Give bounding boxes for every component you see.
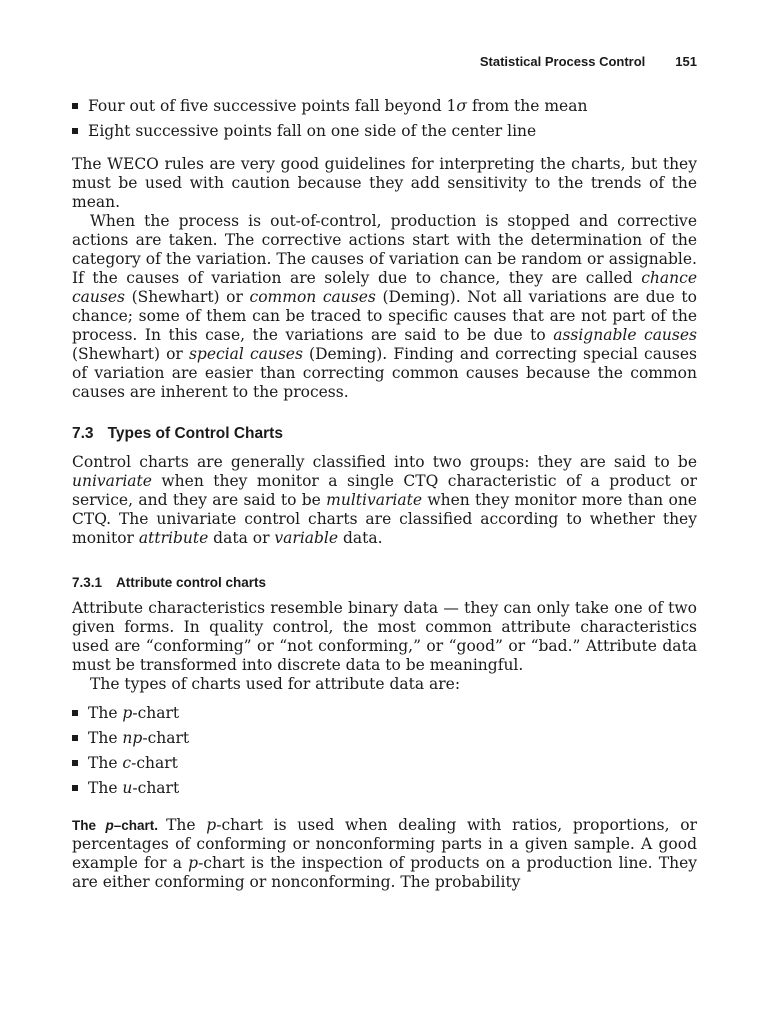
- sigma-symbol: σ: [456, 97, 468, 115]
- list-item: The u-chart: [72, 779, 697, 804]
- subsection-heading: 7.3.1 Attribute control charts: [72, 575, 267, 590]
- paragraph-weco: The WECO rules are very good guidelines for interpreting the charts, but they must be used with caution because they add sensitivity to the trends of the mean.: [72, 155, 697, 211]
- list-item: The np-chart: [72, 729, 697, 754]
- paragraph-attribute: Attribute characteristics resemble binary data — they can only take one of two given forms. In quality control, the most common attribute characteristics used are “conforming” or “not conforming,” or “good” or “bad.” Attribute data must be transformed into discrete data to be meaningful.: [72, 599, 697, 674]
- attribute-chart-list: [72, 704, 697, 804]
- list-item: Four out of five successive points fall beyond 1σ from the mean: [72, 97, 697, 122]
- page-number: 151: [675, 54, 697, 69]
- running-header-title: Statistical Process Control: [479, 54, 646, 69]
- list-item: Eight successive points fall on one side of the center line: [72, 122, 697, 147]
- list-item: The c-chart: [72, 754, 697, 779]
- page-body: [72, 97, 697, 892]
- weco-rules-list: [72, 97, 697, 147]
- paragraph-chart-types-intro: The types of charts used for attribute data are:: [90, 675, 461, 693]
- section-heading: 7.3 Types of Control Charts: [72, 425, 283, 442]
- run-in-heading: The p–chart.: [72, 818, 159, 833]
- list-item: The p-chart: [72, 704, 697, 729]
- paragraph-causes: When the process is out-of-control, production is stopped and corrective actions are taken. The corrective actions start with the determination of the category of the variation. The causes of variation can be random or assignable. If the causes of variation are solely due to chance, they are called chance causes (Shewhart) or common causes (Deming). Not all variations are due to chance; some of them can be traced to specific causes that are not part of the process. In this case, the variations are said to be due to assignable causes (Shewhart) or special causes (Deming). Finding and correcting special causes of variation are easier than correcting common causes because the common causes are inherent to the process.: [72, 212, 698, 401]
- paragraph-p-chart: The p–chart. The p-chart is used when dealing with ratios, proportions, or percentages of conforming or nonconforming parts in a given sample. A good example for a p-chart is the inspection of products on a production line. They are either conforming or nonconforming. The probability: [72, 816, 698, 891]
- paragraph-chart-groups: Control charts are generally classified into two groups: they are said to be univariate when they monitor a single CTQ characteristic of a product or service, and they are said to be multivariate when they monitor more than one CTQ. The univariate control charts are classified according to whether they monitor attribute data or variable data.: [72, 453, 697, 547]
- running-header: [72, 54, 697, 69]
